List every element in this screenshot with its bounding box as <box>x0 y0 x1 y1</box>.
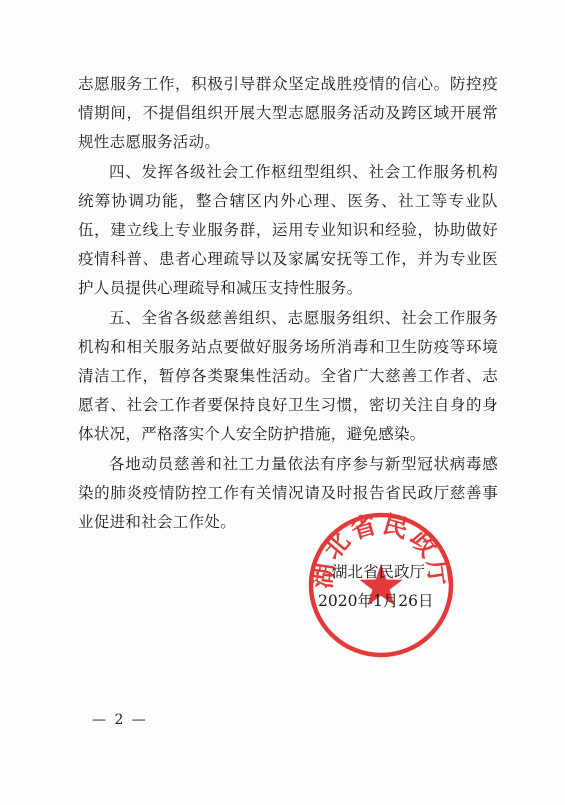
svg-text:湖北省民政厅: 湖北省民政厅 <box>307 510 455 591</box>
paragraph-continuation: 志愿服务工作，积极引导群众坚定战胜疫情的信心。防控疫情期间，不提倡组织开展大型志愿服务活动及跨区域开展常规性志愿服务活动。 <box>78 75 498 152</box>
paragraph-item-four: 四、发挥各级社会工作枢纽型组织、社会工作服务机构统筹协调功能，整合辖区内外心理、医务、社工等专业队伍，建立线上专业服务群，运用专业知识和经验，协助做好疫情科普、患者心理疏导以及家属安抚等工作，并为专业医护人员提供心理疏导和减压支持性服务。 <box>78 162 498 298</box>
paragraph-item-five: 五、全省各级慈善组织、志愿服务组织、社会工作服务机构和相关服务站点要做好服务场所消毒和卫生防疫等环境清洁工作，暂停各类聚集性活动。全省广大慈善工作者、志愿者、社会工作者要保持良好卫生习惯，密切关注自身的身体状况，严格落实个人安全防护措施，避免感染。 <box>78 308 498 444</box>
paragraph-report-request: 各地动员慈善和社工力量依法有序参与新型冠状病毒感染的肺炎疫情防控工作有关情况请及时报告省民政厅慈善事业促进和社会工作处。 <box>78 454 498 532</box>
signature-organization: 湖北省民政厅 <box>332 563 426 581</box>
signature-date: 2020年1月26日 <box>318 592 434 610</box>
page-number: — 2 — <box>92 712 148 728</box>
document-body <box>78 70 498 537</box>
signature-block <box>318 558 478 616</box>
